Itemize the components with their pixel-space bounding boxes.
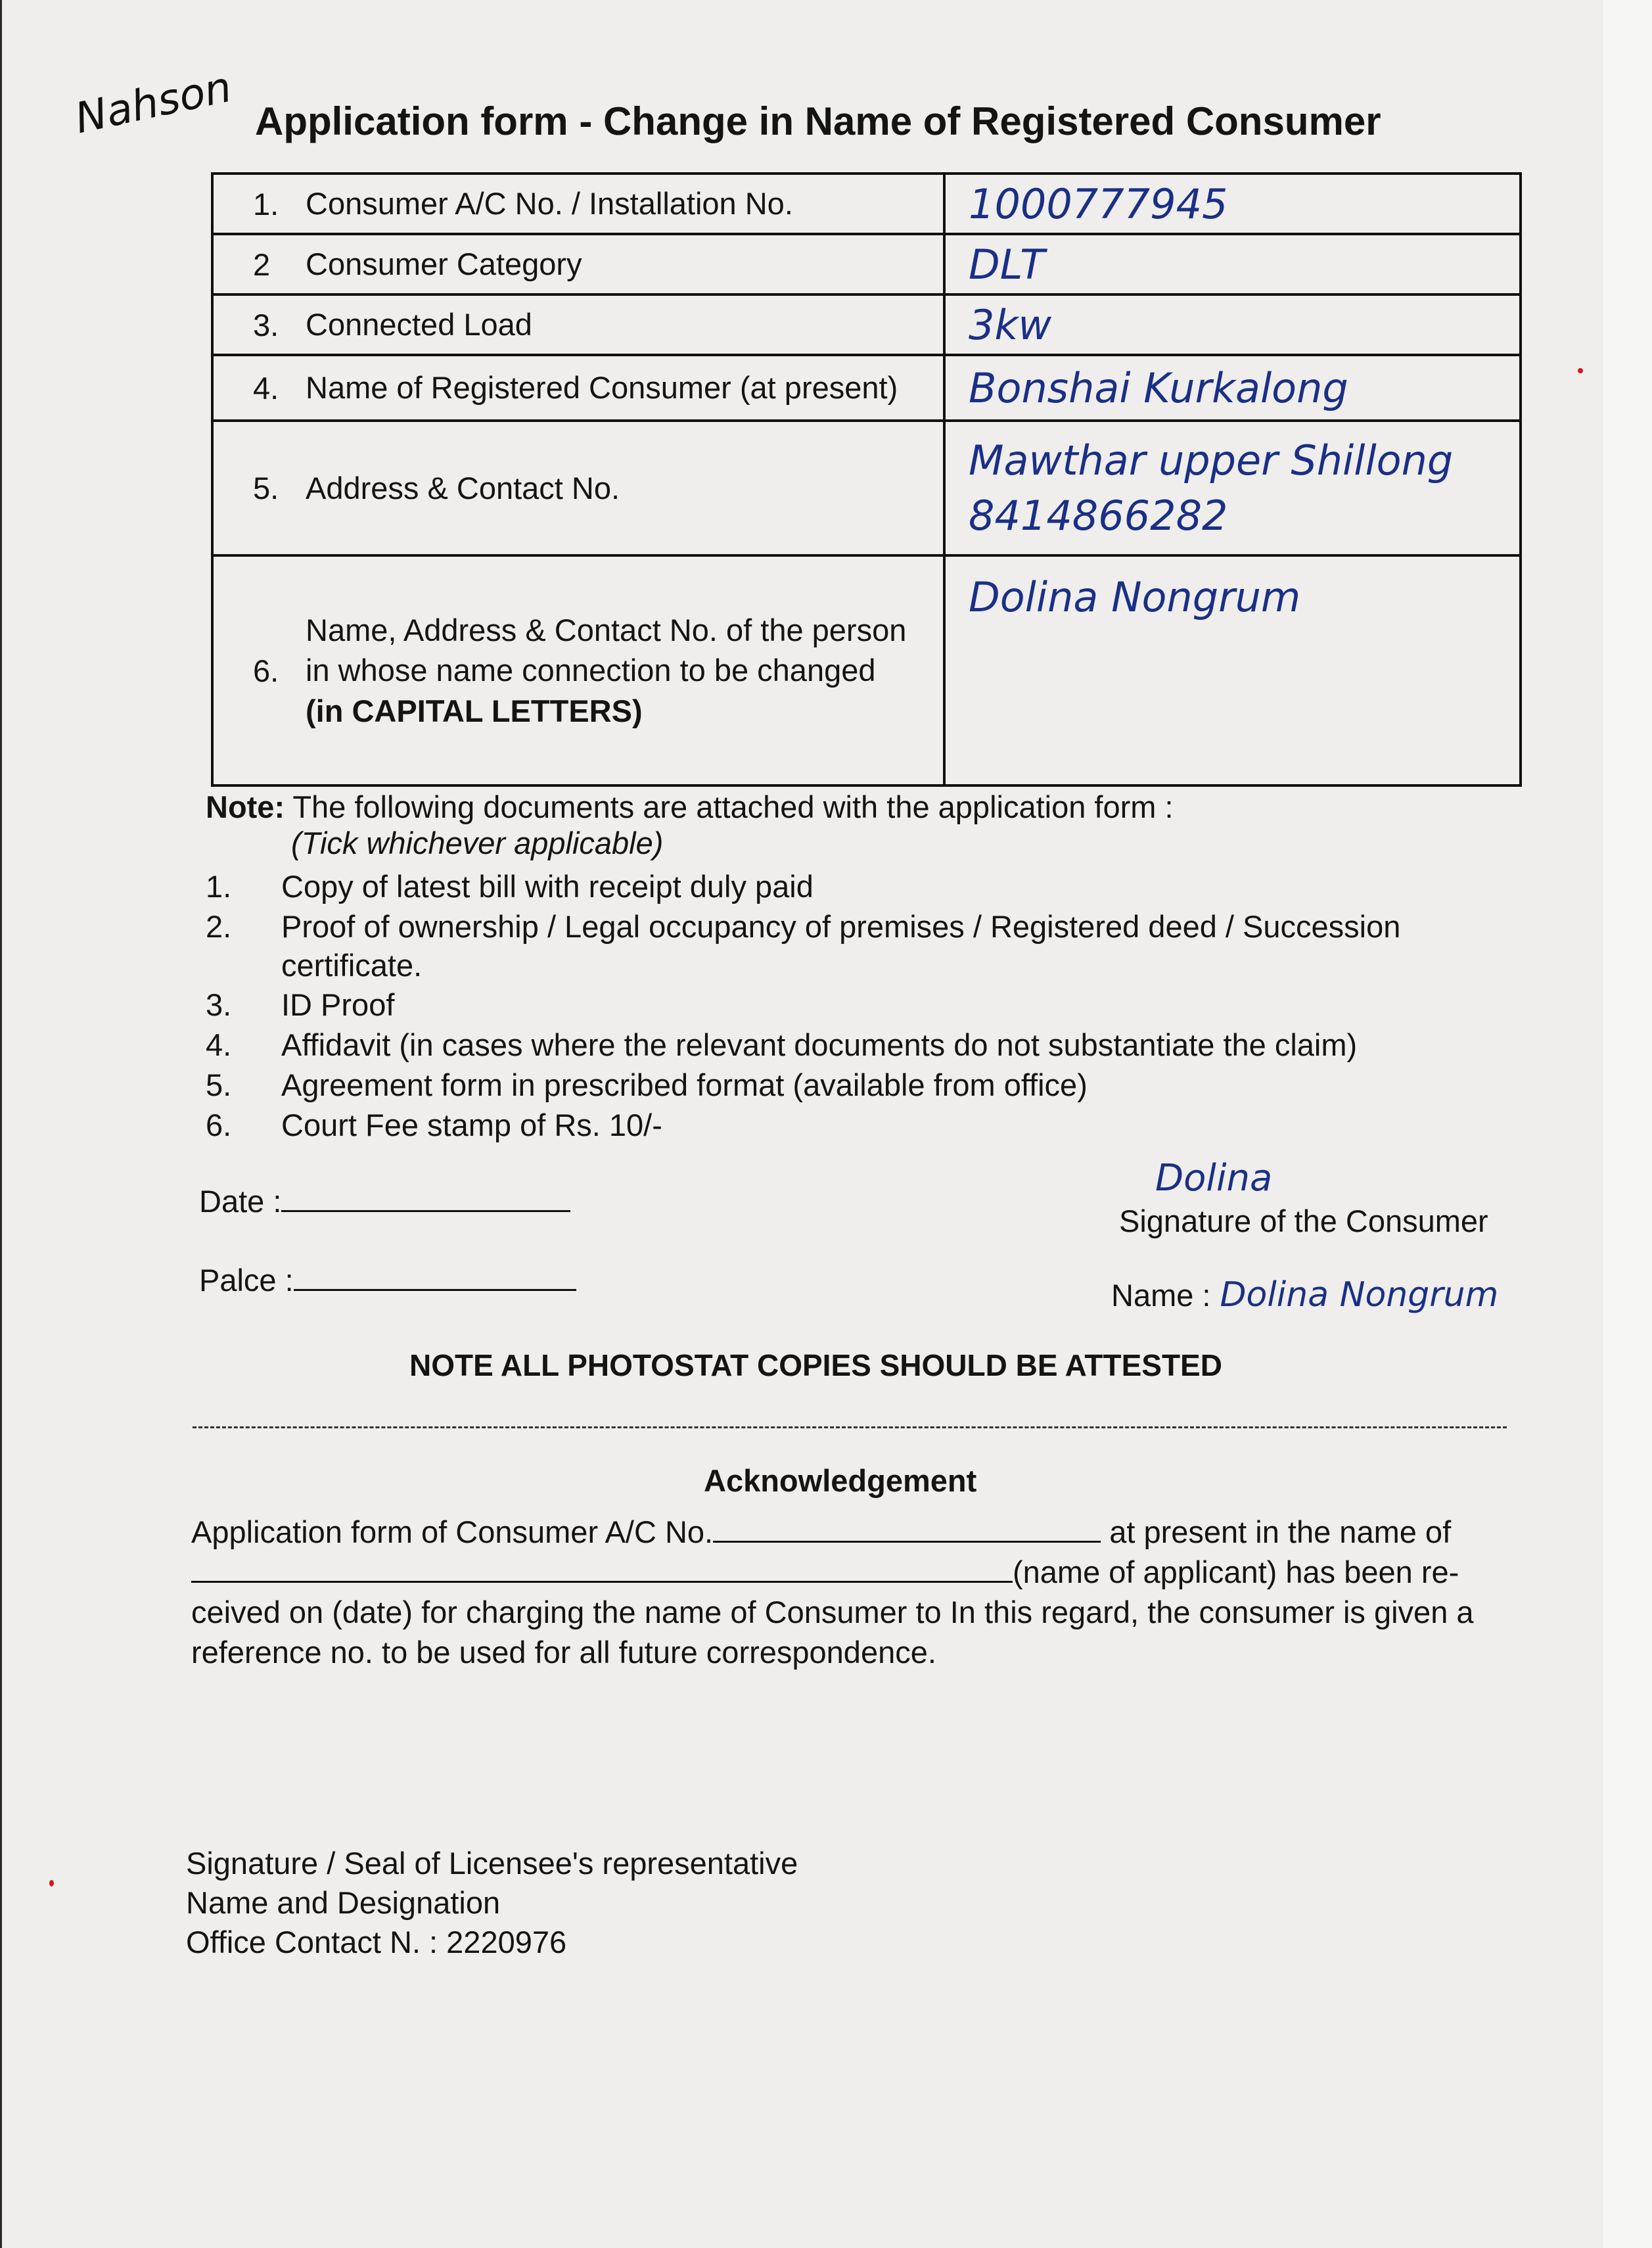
ack-text-part: (name of applicant) has been re-	[1013, 1555, 1459, 1590]
consumer-signature[interactable]: Dolina	[1155, 1157, 1273, 1200]
list-item[interactable]	[206, 868, 1520, 906]
row-label-cell	[212, 234, 944, 294]
documents-list	[206, 868, 1520, 1144]
registered-consumer-value: Bonshai Kurkalong	[969, 363, 1348, 412]
table-row	[212, 355, 1521, 421]
list-item-number: 1.	[206, 869, 232, 904]
ack-name-blank[interactable]	[191, 1555, 1013, 1583]
note-tick-instruction: (Tick whichever applicable)	[291, 826, 664, 860]
date-row	[199, 1183, 570, 1219]
row-number: 5.	[253, 471, 279, 505]
ack-text-part: Application form of Consumer A/C No.	[191, 1514, 714, 1549]
row-number: 3.	[253, 307, 279, 342]
consumer-name-value[interactable]: Dolina Nongrum	[1220, 1275, 1499, 1315]
new-name-value: Dolina Nongrum	[969, 573, 1301, 621]
acknowledgement-text	[191, 1512, 1512, 1672]
ink-spot	[1578, 368, 1583, 373]
address-value: Mawthar upper Shillong	[969, 436, 1454, 484]
list-item-number: 6.	[206, 1107, 232, 1142]
list-item[interactable]	[206, 986, 1520, 1025]
row-label-cell	[212, 355, 944, 421]
table-row	[212, 421, 1521, 555]
office-contact: Office Contact N. : 2220976	[186, 1925, 567, 1960]
row-label-cell	[212, 555, 944, 785]
new-name-field[interactable]	[944, 555, 1521, 785]
row-label-line: (in CAPITAL LETTERS)	[306, 693, 643, 728]
list-item[interactable]	[206, 1066, 1520, 1105]
attest-note: NOTE ALL PHOTOSTAT COPIES SHOULD BE ATTESTED	[409, 1348, 1222, 1382]
form-title: Application form - Change in Name of Registered Consumer	[255, 99, 1381, 143]
note-text: The following documents are attached with the application form :	[292, 789, 1174, 824]
list-item-text: Proof of ownership / Legal occupancy of premises / Registered deed / Succession certificate.	[281, 908, 1401, 983]
consumer-name-row	[1111, 1275, 1498, 1315]
table-row	[212, 294, 1521, 355]
row-label-line: in whose name connection to be changed	[306, 653, 876, 688]
row-number: 4.	[253, 370, 279, 406]
acknowledgement-title: Acknowledgement	[704, 1463, 977, 1498]
consumer-category-field[interactable]	[944, 234, 1521, 294]
connected-load-value: 3kw	[969, 300, 1052, 349]
row-number: 1.	[253, 186, 279, 222]
list-item[interactable]	[206, 1106, 1520, 1145]
licensee-signature-label: Signature / Seal of Licensee's representative	[186, 1846, 798, 1881]
row-label: Consumer Category	[306, 246, 582, 282]
table-row	[212, 234, 1521, 294]
row-label-line: Name, Address & Contact No. of the person	[306, 613, 907, 648]
list-item-text: Affidavit (in cases where the relevant documents do not substantiate the claim)	[281, 1027, 1358, 1062]
list-item-text: Copy of latest bill with receipt duly paid	[281, 869, 814, 904]
table-row	[212, 174, 1521, 234]
row-label: Name of Registered Consumer (at present)	[306, 370, 898, 406]
note-section	[206, 789, 1520, 1146]
licensee-name-label: Name and Designation	[186, 1885, 501, 1921]
ink-spot	[49, 1880, 54, 1886]
row-label-cell	[212, 294, 944, 355]
date-input-line[interactable]	[281, 1184, 570, 1212]
list-item-number: 2.	[206, 908, 232, 944]
date-label: Date :	[199, 1184, 282, 1219]
cut-line-divider	[193, 1426, 1507, 1428]
place-row	[199, 1262, 576, 1298]
row-label: Connected Load	[306, 307, 532, 342]
registered-consumer-field[interactable]	[944, 355, 1521, 421]
contact-number-value: 8414866282	[969, 491, 1228, 540]
list-item-text: Court Fee stamp of Rs. 10/-	[281, 1107, 662, 1142]
page-edge	[1603, 0, 1652, 2248]
row-number: 2	[253, 246, 271, 282]
address-contact-field[interactable]	[944, 421, 1521, 555]
row-label: Consumer A/C No. / Installation No.	[306, 186, 793, 222]
list-item-number: 3.	[206, 987, 232, 1023]
list-item-text: Agreement form in prescribed format (available from office)	[281, 1067, 1088, 1102]
row-label-cell	[212, 174, 944, 234]
row-label	[306, 610, 906, 730]
ack-text-part: ceived on (date) for charging the name of Consumer to In this regard, the consumer is given a reference no. to be used for all future correspondence.	[191, 1595, 1474, 1670]
connected-load-field[interactable]	[944, 294, 1521, 355]
ack-account-blank[interactable]	[713, 1514, 1101, 1543]
consumer-signature-block	[1119, 1157, 1579, 1239]
account-number-field[interactable]	[944, 174, 1521, 234]
ack-text-part: at present in the name of	[1109, 1514, 1452, 1549]
list-item-text: ID Proof	[281, 987, 395, 1023]
account-number-value: 1000777945	[969, 179, 1228, 228]
licensee-signature-block	[186, 1844, 798, 1962]
list-item-number: 4.	[206, 1027, 232, 1062]
row-label: Address & Contact No.	[306, 470, 620, 505]
handwritten-initials: Nahson	[70, 62, 236, 144]
consumer-category-value: DLT	[969, 240, 1045, 289]
place-label: Palce :	[199, 1263, 294, 1298]
consumer-signature-label: Signature of the Consumer	[1119, 1204, 1488, 1238]
note-label: Note:	[206, 789, 285, 824]
row-label-cell	[212, 421, 944, 555]
list-item[interactable]	[206, 908, 1520, 985]
place-input-line[interactable]	[294, 1263, 576, 1291]
list-item-number: 5.	[206, 1067, 232, 1102]
table-row	[212, 555, 1521, 785]
application-table	[211, 172, 1522, 787]
name-label: Name :	[1111, 1278, 1211, 1313]
list-item[interactable]	[206, 1026, 1520, 1065]
row-number: 6.	[253, 653, 279, 688]
